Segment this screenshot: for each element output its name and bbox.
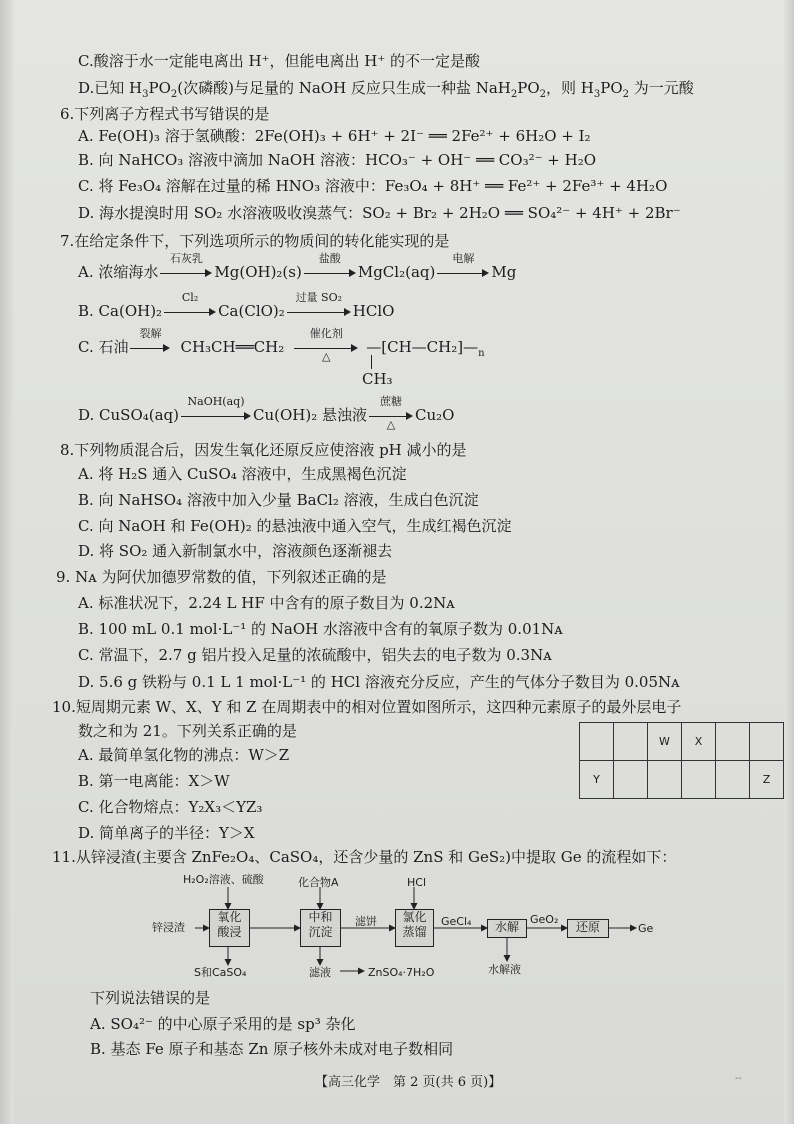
q6-option-a: A. Fe(OH)₃ 溶于氢碘酸：2Fe(OH)₃ + 6H⁺ + 2I⁻ ══ 2Fe²⁺ + 6H₂O + I₂ [78,127,591,145]
q10-option-c: C. 化合物熔点：Y₂X₃＜YZ₃ [78,798,263,816]
reagent-compound-a: 化合物A [298,876,339,889]
q9-option-c: C. 常温下，2.7 g 铝片投入足量的浓硫酸中，铝失去的电子数为 0.3Nᴀ [78,646,552,664]
reaction-arrow: 过量 SO₂ [287,305,351,319]
q8-option-c: C. 向 NaOH 和 Fe(OH)₂ 的悬浊液中通入空气，生成红褐色沉淀 [78,517,512,535]
q5-option-d: D.已知 $H_3PO_2$(次磷酸)与足量的 NaOH 反应只生成一种盐 $NaH_2PO_2$，则 $H_3PO_2$ 为一元酸 [78,79,694,100]
step-oxidation-leaching: 氧化 酸浸 [209,909,250,947]
q7-polymer-branch: CH₃ [362,370,393,388]
output-ge: Ge [638,922,654,935]
reaction-arrow: 催化剂 △ [294,341,358,355]
waste-hydrolysate: 水解液 [488,963,521,976]
label-filter-cake: 滤饼 [355,915,377,928]
question-8: 8.下列物质混合后，因发生氧化还原反应使溶液 pH 减小的是 [60,441,467,459]
reaction-arrow: 裂解 [130,341,170,355]
reagent-hcl: HCl [407,876,427,889]
q10-option-d: D. 简单离子的半径：Y＞X [78,824,255,842]
q7-option-d: D. CuSO₄(aq) NaOH(aq) Cu(OH)₂ 悬浊液 蔗糖 △ Cu₂O [78,395,455,431]
question-10: 10.短周期元素 W、X、Y 和 Z 在周期表中的相对位置如图所示，这四种元素原子的最外层电子 [52,698,682,716]
label-geo2: GeO₂ [530,913,559,926]
reaction-arrow: 盐酸 [304,266,356,280]
q6-option-c: C. 将 Fe₃O₄ 溶解在过量的稀 HNO₃ 溶液中：Fe₃O₄ + 8H⁺ ══ Fe²⁺ + 2Fe³⁺ + 4H₂O [78,177,668,195]
waste-filtrate: 滤液 [309,966,331,979]
question-11-stem: 下列说法错误的是 [90,989,211,1007]
table-cell: Z [750,761,784,799]
reaction-arrow: 蔗糖 △ [369,409,413,423]
step-chlorination: 氯化 蒸馏 [395,909,434,947]
question-6: 6.下列离子方程式书写错误的是 [60,105,270,123]
question-7: 7.在给定条件下，下列选项所示的物质间的转化能实现的是 [60,232,450,250]
reagent-h2o2-sulfuric: H₂O₂溶液、硫酸 [183,873,264,886]
page-footer: 【高三化学 第 2 页(共 6 页)】 [315,1075,502,1090]
q5-option-c: C.酸溶于水一定能电离出 H⁺，但能电离出 H⁺ 的不一定是酸 [78,52,481,70]
step-neutralization: 中和 沉淀 [300,909,341,947]
question-11: 11.从锌浸渣(主要含 ZnFe₂O₄、CaSO₄，还含少量的 ZnS 和 GeS₂)中提取 Ge 的流程如下： [52,848,677,866]
product-znso4: ZnSO₄·7H₂O [368,966,435,979]
q7-option-c: C. 石油 裂解 CH₃CH══CH₂ 催化剂 △ $—[CH—CH_2]—_n$ [78,327,485,363]
q7-option-b: B. Ca(OH)₂ Cl₂ Ca(ClO)₂ 过量 SO₂ HClO [78,291,395,320]
label-gecl4: GeCl₄ [441,915,472,928]
q11-option-b: B. 基态 Fe 原子和基态 Zn 原子核外未成对电子数相同 [90,1040,454,1058]
q10-option-a: A. 最简单氢化物的沸点：W＞Z [78,746,290,764]
q11-option-a: A. SO₄²⁻ 的中心原子采用的是 sp³ 杂化 [90,1015,356,1033]
question-10-cont: 数之和为 21。下列关系正确的是 [78,722,297,740]
input-zinc-residue: 锌浸渣 [152,921,185,934]
table-cell: X [682,723,716,761]
table-cell: W [648,723,682,761]
q10-option-b: B. 第一电离能：X＞W [78,772,230,790]
q8-option-d: D. 将 SO₂ 通入新制氯水中，溶液颜色逐渐褪去 [78,542,393,560]
reaction-arrow: NaOH(aq) [181,409,251,423]
step-reduction: 还原 [567,919,609,938]
reaction-arrow: Cl₂ [164,305,216,319]
table-cell: Y [580,761,614,799]
q8-option-b: B. 向 NaHSO₄ 溶液中加入少量 BaCl₂ 溶液，生成白色沉淀 [78,491,479,509]
q6-option-d: D. 海水提溴时用 SO₂ 水溶液吸收溴蒸气：SO₂ + Br₂ + 2H₂O ══ SO₄²⁻ + 4H⁺ + 2Br⁻ [78,204,681,222]
corner-mark: -- [735,1073,742,1084]
question-9: 9. Nᴀ 为阿伏加德罗常数的值，下列叙述正确的是 [56,568,387,586]
q8-option-a: A. 将 H₂S 通入 CuSO₄ 溶液中，生成黑褐色沉淀 [78,465,407,483]
q6-option-b: B. 向 NaHCO₃ 溶液中滴加 NaOH 溶液：HCO₃⁻ + OH⁻ ══ CO₃²⁻ + H₂O [78,151,597,169]
q7-option-a: A. 浓缩海水 石灰乳 Mg(OH)₂(s) 盐酸 MgCl₂(aq) 电解 Mg [78,252,517,281]
step-hydrolysis: 水解 [487,919,527,938]
q9-option-b: B. 100 mL 0.1 mol·L⁻¹ 的 NaOH 水溶液中含有的氧原子数为 0.01Nᴀ [78,620,563,638]
reaction-arrow: 电解 [437,266,489,280]
q9-option-d: D. 5.6 g 铁粉与 0.1 L 1 mol·L⁻¹ 的 HCl 溶液充分反应，产生的气体分子数目为 0.05Nᴀ [78,673,680,691]
reaction-arrow: 石灰乳 [160,266,212,280]
waste-s-caso4: S和CaSO₄ [194,966,247,979]
q9-option-a: A. 标准状况下，2.24 L HF 中含有的原子数目为 0.2Nᴀ [78,594,455,612]
